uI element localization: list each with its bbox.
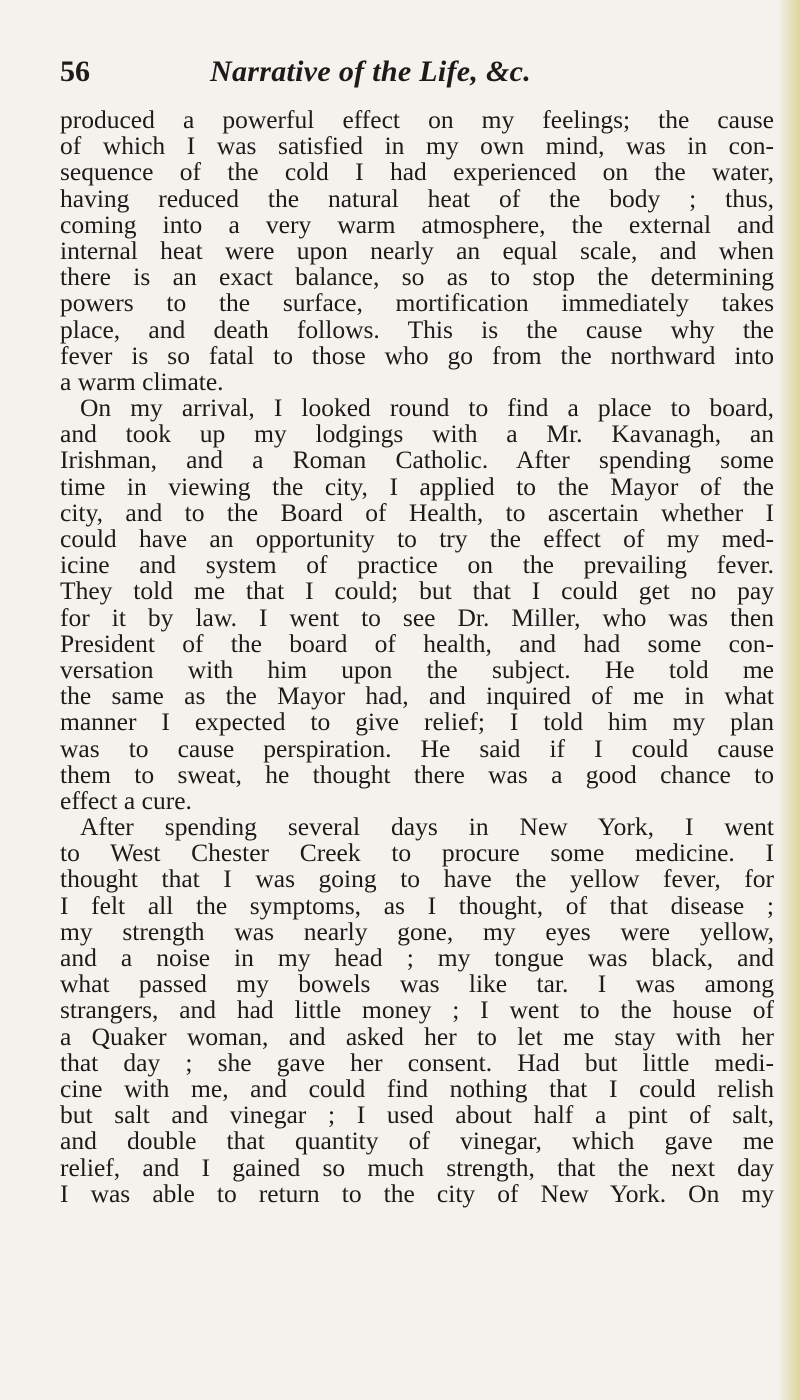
text-line: and double that quantity of vinegar, which gave me [60, 1126, 774, 1156]
text-line: fever is so fatal to those who go from the northward into [60, 340, 774, 370]
text-line: my strength was nearly gone, my eyes were yellow, [60, 916, 774, 946]
text-line: for it by law. I went to see Dr. Miller, who was then [60, 602, 774, 632]
text-line: cine with me, and could find nothing that I could relish [60, 1073, 774, 1103]
page-edge-shadow [778, 0, 800, 1400]
text-line: of which I was satisfied in my own mind, was in con- [60, 131, 774, 161]
text-line: President of the board of health, and had some con- [60, 628, 774, 658]
page-header [60, 52, 760, 92]
text-line: thought that I was going to have the yellow fever, for [60, 864, 774, 894]
body-text [60, 107, 774, 1207]
text-line: city, and to the Board of Health, to ascertain whether I [60, 497, 774, 527]
text-line: that day ; she gave her consent. Had but little medi- [60, 1047, 774, 1077]
text-line: manner I expected to give relief; I told him my plan [60, 707, 774, 737]
text-line: relief, and I gained so much strength, that the next day [60, 1152, 774, 1182]
text-line: to West Chester Creek to procure some medicine. I [60, 838, 774, 868]
text-line: internal heat were upon nearly an equal scale, and when [60, 235, 774, 265]
text-line: time in viewing the city, I applied to the Mayor of the [60, 471, 774, 501]
text-line: a Quaker woman, and asked her to let me stay with her [60, 1021, 774, 1051]
text-line: there is an exact balance, so as to stop the determining [60, 262, 774, 292]
text-line: what passed my bowels was like tar. I was among [60, 969, 774, 999]
text-line: them to sweat, he thought there was a good chance to [60, 759, 774, 789]
text-line: coming into a very warm atmosphere, the external and [60, 209, 774, 239]
text-line: the same as the Mayor had, and inquired of me in what [60, 681, 774, 711]
text-line: They told me that I could; but that I could get no pay [60, 576, 774, 606]
text-line: On my arrival, I looked round to find a place to board, [80, 393, 774, 423]
text-line: could have an opportunity to try the effect of my med- [60, 524, 774, 553]
text-line: and a noise in my head ; my tongue was black, and [60, 943, 774, 972]
text-line: a warm climate. [60, 366, 224, 396]
text-line: effect a cure. [60, 785, 192, 815]
text-line: I was able to return to the city of New York. On my [60, 1178, 774, 1208]
page-number: 56 [60, 55, 90, 88]
text-line: and took up my lodgings with a Mr. Kavanagh, an [60, 419, 774, 449]
text-line: sequence of the cold I had experienced on the water, [60, 157, 774, 187]
text-line: was to cause perspiration. He said if I could cause [60, 733, 774, 763]
text-line: Irishman, and a Roman Catholic. After spending some [60, 445, 774, 475]
text-line: icine and system of practice on the prevailing fever. [60, 550, 774, 580]
text-line: strangers, and had little money ; I went to the house of [60, 995, 774, 1025]
running-head: Narrative of the Life, &c. [210, 55, 532, 88]
text-line: powers to the surface, mortification immediately takes [60, 288, 774, 318]
text-line: After spending several days in New York, I went [80, 812, 774, 842]
text-line: place, and death follows. This is the cause why the [60, 314, 774, 344]
text-line: versation with him upon the subject. He told me [60, 654, 774, 684]
text-line: produced a powerful effect on my feelings; the cause [60, 105, 774, 134]
text-line: but salt and vinegar ; I used about half a pint of salt, [60, 1100, 774, 1130]
text-line: having reduced the natural heat of the body ; thus, [60, 183, 774, 213]
text-line: I felt all the symptoms, as I thought, of that disease ; [60, 890, 774, 920]
